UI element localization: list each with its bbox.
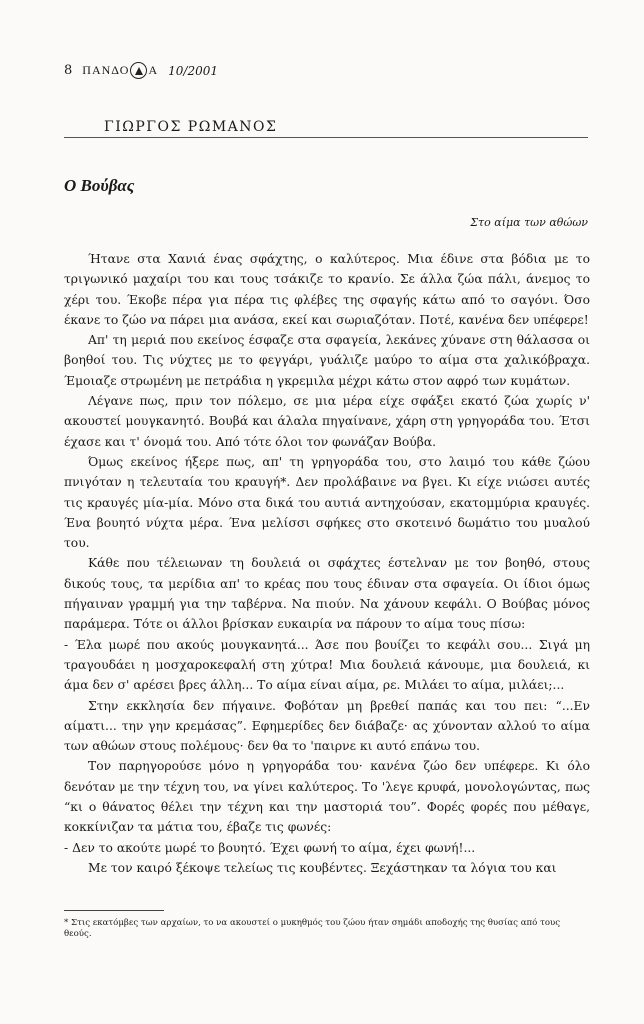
story-title: Ο Βούβας xyxy=(64,176,135,195)
magazine-logo xyxy=(82,62,158,79)
header-divider xyxy=(64,137,588,138)
paragraph: Ήτανε στα Χανιά ένας σφάχτης, ο καλύτερος. Μια έδινε στα βόδια με το τριγωνικό μαχαίρι του και τους τσάκιζε το κρανίο. Σε άλλα ζώα πάλι, άνεμος το χέρι του. Έκοβε πέρα για πέρα τις φλέβες της σφαγής κάτω από το σαγόνι. Όσο έκανε το ζώο να πάρει μια ανάσα, εκεί και σωριαζόταν. Ποτέ, κανένα δεν υπέφερε! xyxy=(64,252,590,327)
logo-text-right: Α xyxy=(148,63,159,77)
running-header xyxy=(64,62,218,79)
dedication: Στο αίμα των αθώων xyxy=(470,216,588,229)
footnote-divider xyxy=(64,910,164,911)
dialog-paragraph: - Έλα μωρέ που ακούς μουγκανητά... Άσε που βουίζει το κεφάλι σου... Σιγά μη τραγουδάει η μοσχαροκεφαλή στη χύτρα! Μια δουλειά κάνουμε, μια δουλειά, κι άμα δεν σ' αρέσει βρες άλλη... Το αίμα είναι αίμα, ρε. Μιλάει το αίμα, μιλάει;... xyxy=(64,637,590,693)
issue-number: 10/2001 xyxy=(168,63,218,78)
paragraph: Όμως εκείνος ήξερε πως, απ' τη γρηγοράδα του, στο λαιμό του κάθε ζώου πνιγόταν η τελευταία του κραυγή*. Δεν προλάβαινε να βγει. Κι είχε νιώσει αυτές τις κραυγές μία-μία. Μόνο στα δικά του αυτιά αντηχούσαν, εκατομμύρια κραυγές. Ένα βουητό νύχτα μέρα. Ένα μελίσσι σφήκες στο σκοτεινό δωμάτιο του μυαλού του. xyxy=(64,454,590,551)
paragraph: Με τον καιρό ξέκοψε τελείως τις κουβέντες. Ξεχάστηκαν τα λόγια του και xyxy=(88,860,557,875)
page-number: 8 xyxy=(64,63,73,78)
paragraph: Τον παρηγορούσε μόνο η γρηγοράδα του· κανένα ζώο δεν υπέφερε. Κι όλο δενόταν με την τέχνη του, να γίνει καλύτερος. Το 'λεγε κρυφά, μονολογώντας, πως “κι ο θάνατος θέλει την τέχνη και την μαστοριά του”. Φορές φορές που μέθαγε, κοκκίνιζαν τα μάτια του, έβαζε τις φωνές: xyxy=(64,759,590,835)
story-body xyxy=(64,249,590,878)
logo-text-left: ΠΑΝΔΟ xyxy=(82,63,130,77)
logo-emblem-icon xyxy=(130,62,147,79)
paragraph: Κάθε που τέλειωναν τη δουλειά οι σφάχτες έστελναν με τον βοηθό, στους δικούς τους, τα μερίδια απ' το κρέας που τους έδιναν στα σφαγεία. Οι ίδιοι όμως πήγαιναν γραμμή για την ταβέρνα. Να πιούν. Να χάνουν κεφάλι. Ο Βούβας μόνος παράμερα. Τότε οι άλλοι βρίσκαν ευκαιρία να πάρουν το αίμα τους πίσω: xyxy=(64,556,590,632)
paragraph: Απ' τη μεριά που εκείνος έσφαζε στα σφαγεία, λεκάνες χύνανε στη θάλασσα οι βοηθοί του. Τις νύχτες με το φεγγάρι, γυάλιζε μαύρο το αίμα στα χαλικόβραχα. Έμοιαζε στρωμένη με πετράδια η γκρεμιλα μέχρι κάτω στον αφρό των κυμάτων. xyxy=(64,333,590,388)
author-name: ΓΙΩΡΓΟΣ ΡΩΜΑΝΟΣ xyxy=(104,119,278,135)
paragraph: Στην εκκλησία δεν πήγαινε. Φοβόταν μη βρεθεί παπάς και του πει: “...Εν αίματι... την γην κρεμάσας”. Εφημερίδες δεν διάβαζε· ας χύνονταν αλλού το αίμα των αθώων στους πολέμους· δεν θα το 'παιρνε κι αυτό επάνω του. xyxy=(64,698,590,754)
footnote: * Στις εκατόμβες των αρχαίων, το να ακουστεί ο μυκηθμός του ζώου ήταν σημάδι αποδοχής της θυσίας από τους θεούς. xyxy=(64,918,561,939)
paragraph: Λέγανε πως, πριν τον πόλεμο, σε μια μέρα είχε σφάξει εκατό ζώα χωρίς ν' ακουστεί μουγκανητό. Βουβά και άλαλα πηγαίνανε, χάρη στη γρηγοράδα του. Έτσι έχασε και τ' όνομά του. Από τότε όλοι τον φωνάζαν Βούβα. xyxy=(64,394,590,449)
dialog-paragraph: - Δεν το ακούτε μωρέ το βουητό. Έχει φωνή το αίμα, έχει φωνή!... xyxy=(64,840,476,855)
